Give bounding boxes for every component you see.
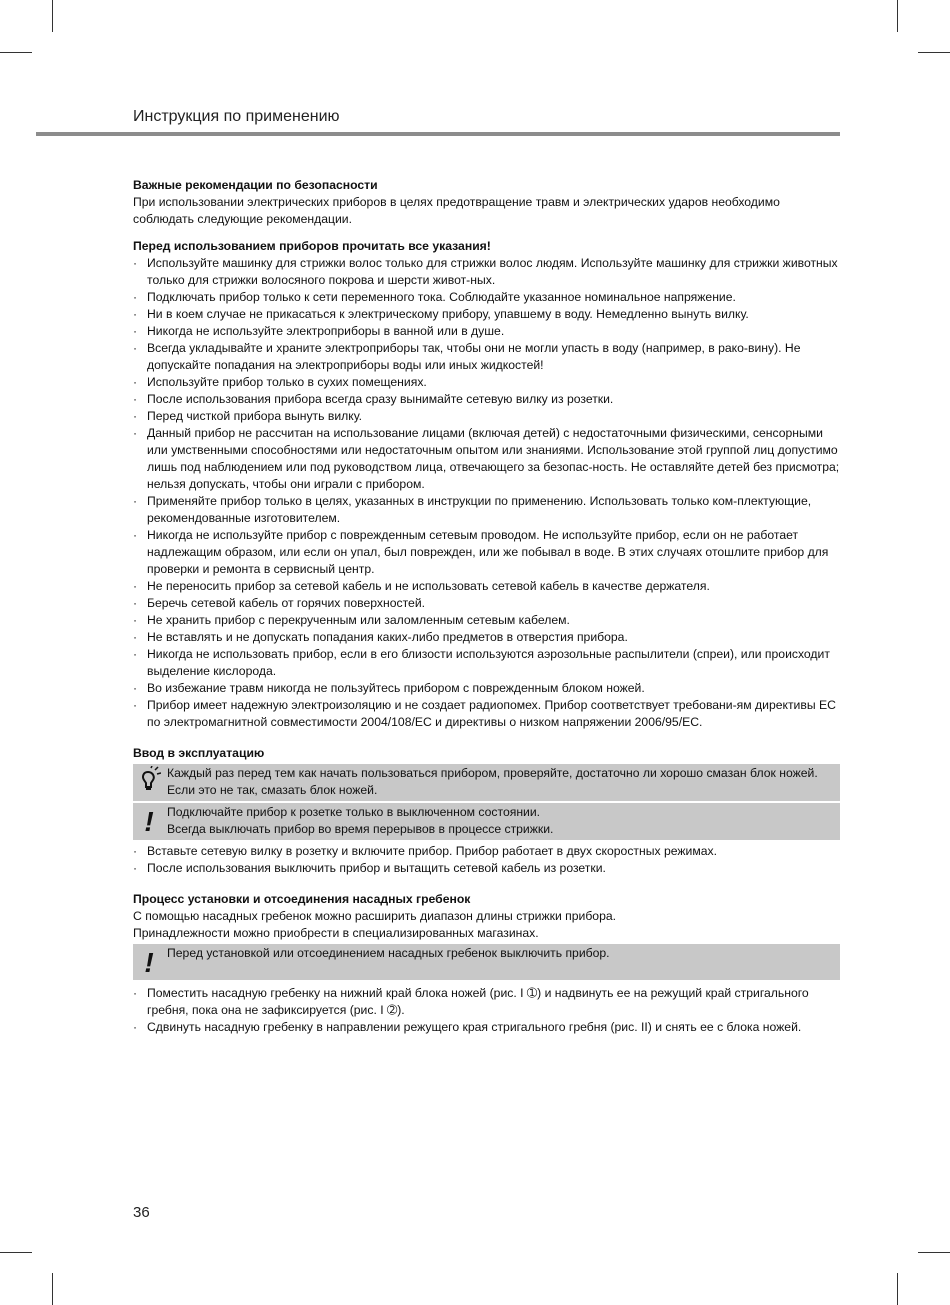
list-item: · Подключать прибор только к сети переменного тока. Соблюдайте указанное номинальное напряжение. [133, 289, 840, 306]
crop-mark [918, 52, 950, 53]
crop-mark [0, 1252, 32, 1253]
tip-note [133, 764, 840, 801]
warning-line-1: Подключайте прибор к розетке только в выключенном состоянии. [167, 805, 541, 819]
list-item: · Всегда укладывайте и храните электроприборы так, чтобы они не могли упасть в воду (например, в рако-вину). Не допускайте попадания на электроприборы воды или иных жидкостей! [133, 340, 840, 374]
tip-note-text: Каждый раз перед тем как начать пользоваться прибором, проверяйте, достаточно ли хорошо смазан блок ножей. Если это не так, смазать блок ножей. [167, 766, 818, 797]
list-item: · Не переносить прибор за сетевой кабель и не использовать сетевой кабель в качестве держателя. [133, 578, 840, 595]
crop-mark [897, 0, 898, 32]
safety-title: Важные рекомендации по безопасности [133, 178, 378, 192]
list-item: · Используйте прибор только в сухих помещениях. [133, 374, 840, 391]
warning-note [133, 944, 840, 980]
list-item: · Беречь сетевой кабель от горячих поверхностей. [133, 595, 840, 612]
list-item: · Не вставлять и не допускать попадания каких-либо предметов в отверстия прибора. [133, 629, 840, 646]
list-item: · Вставьте сетевую вилку в розетку и включите прибор. Прибор работает в двух скоростных режимах. [133, 843, 840, 860]
list-item: · После использования выключить прибор и вытащить сетевой кабель из розетки. [133, 860, 840, 877]
combs-title: Процесс установки и отсоединения насадных гребенок [133, 892, 471, 906]
header-rule [36, 132, 840, 136]
list-item: · Перед чисткой прибора вынуть вилку. [133, 408, 840, 425]
combs-warning-text: Перед установкой или отсоединением насадных гребенок выключить прибор. [167, 946, 610, 960]
list-item: · Никогда не используйте прибор с поврежденным сетевым проводом. Не используйте прибор, если он не работает надлежащим образом, или если он упал, был поврежден, или же побывал в воде. В этих случаях отошлите прибор для проверки и ремонта в сервисный центр. [133, 527, 840, 578]
startup-title: Ввод в эксплуатацию [133, 746, 265, 760]
list-item: · Во избежание травм никогда не пользуйтесь прибором с поврежденным блоком ножей. [133, 680, 840, 697]
safety-intro: При использовании электрических приборов в целях предотвращение травм и электрических ударов необходимо соблюдать следующие рекомендации. [133, 195, 780, 226]
safety-subtitle: Перед использованием приборов прочитать все указания! [133, 239, 491, 253]
crop-mark [897, 1273, 898, 1305]
crop-mark [918, 1252, 950, 1253]
list-item: · Сдвинуть насадную гребенку в направлении режущего края стригального гребня (рис. II) и снять ее с блока ножей. [133, 1019, 840, 1036]
combs-intro-line-1: С помощью насадных гребенок можно расширить диапазон длины стрижки прибора. [133, 909, 617, 923]
startup-list [133, 843, 840, 877]
list-item: · Применяйте прибор только в целях, указанных в инструкции по применению. Использовать только ком-плектующие, рекомендованные изготовителем. [133, 493, 840, 527]
list-item: · Поместить насадную гребенку на нижний край блока ножей (рис. I ➀) и надвинуть ее на режущий край стригального гребня, пока она не зафиксируется (рис. I ➁). [133, 985, 840, 1019]
crop-mark [52, 0, 53, 32]
exclamation-icon: ! [144, 947, 154, 978]
list-item: · Не хранить прибор с перекрученным или заломленным сетевым кабелем. [133, 612, 840, 629]
list-item: · Используйте машинку для стрижки волос только для стрижки волос людям. Используйте машинку для стрижки животных только для стрижки волосяного покрова и шерсти живот-ных. [133, 255, 840, 289]
crop-mark [0, 52, 32, 53]
page-number: 36 [133, 1204, 150, 1221]
list-item: · Никогда не использовать прибор, если в его близости используются аэрозольные распылители (спреи), или происходит выделение кислорода. [133, 646, 840, 680]
tip-icon [139, 766, 159, 798]
warning-note [133, 803, 840, 840]
warning-line-2: Всегда выключать прибор во время перерывов в процессе стрижки. [167, 822, 554, 836]
combs-list [133, 985, 840, 1036]
list-item: · Никогда не используйте электроприборы в ванной или в душе. [133, 323, 840, 340]
safety-list [133, 255, 840, 731]
list-item: · Прибор имеет надежную электроизоляцию и не создает радиопомех. Прибор соответствует требовани-ям директивы ЕС по электромагнитной совместимости 2004/108/ЕС и директивы о низком напряжении 2006/95/ЕС. [133, 697, 840, 731]
combs-intro-line-2: Принадлежности можно приобрести в специализированных магазинах. [133, 926, 539, 940]
page-content [133, 177, 840, 1036]
list-item: · Данный прибор не рассчитан на использование лицами (включая детей) с недостаточными физическими, сенсорными или умственными способностями или недостаточным опытом или знаниями. Использование этой группой лиц допустимо лишь под наблюдением или под руководством лица, отвечающего за безопас-ность. Не оставляйте детей без присмотра; нельзя допускать, чтобы они играли с прибором. [133, 425, 840, 493]
list-item: · Ни в коем случае не прикасаться к электрическому прибору, упавшему в воду. Немедленно вынуть вилку. [133, 306, 840, 323]
page-header-title: Инструкция по применению [133, 108, 340, 125]
crop-mark [52, 1273, 53, 1305]
list-item: · После использования прибора всегда сразу вынимайте сетевую вилку из розетки. [133, 391, 840, 408]
exclamation-icon: ! [144, 806, 154, 837]
